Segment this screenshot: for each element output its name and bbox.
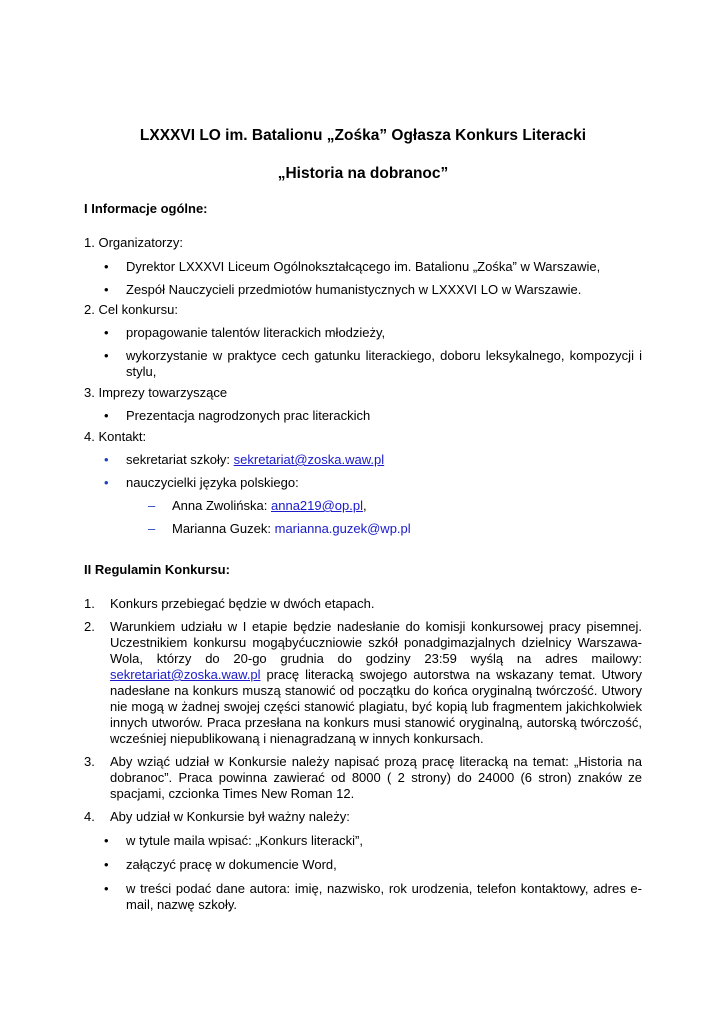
teacher-name: Marianna Guzek:: [172, 521, 275, 536]
events-list: [84, 408, 642, 424]
rule-item: [84, 754, 642, 802]
teacher2-email: marianna.guzek@wp.pl: [274, 521, 411, 536]
contact-label: 4. Kontakt:: [84, 429, 147, 444]
teacher1-suffix: ,: [363, 498, 367, 513]
organizers-list: [84, 259, 642, 298]
rule-number: 2.: [84, 619, 95, 634]
rule-text: Warunkiem udziału w I etapie będzie nadesłanie do komisji konkursowej pracy pisemnej. Uczestnikiem konkursu mogąbyćuczniowie szkół ponadgimazjalnych dzielnicy Warszawa-Wola, którzy do 20-go grudnia do godziny 23:59 wyślą na adres mailowy:: [110, 619, 642, 666]
rule-item: [84, 809, 642, 825]
list-item: • Dyrektor LXXXVI Liceum Ogólnokształcącego im. Batalionu „Zośka” w Warszawie,: [84, 259, 642, 275]
requirements-list: [84, 833, 642, 913]
list-item: • propagowanie talentów literackich młodzieży,: [84, 325, 642, 341]
list-item: • Zespół Nauczycieli przedmiotów humanistycznych w LXXXVI LO w Warszawie.: [84, 282, 642, 298]
rule-number: 3.: [84, 754, 95, 769]
goal-list: [84, 325, 642, 380]
section-heading-general: I Informacje ogólne:: [84, 201, 208, 216]
rule-number: 1.: [84, 596, 95, 611]
document-title: LXXXVI LO im. Batalionu „Zośka” Ogłasza Konkurs Literacki: [139, 127, 587, 144]
list-item: • załączyć pracę w dokumencie Word,: [84, 857, 642, 873]
document-page: [84, 122, 642, 913]
goal-label: 2. Cel konkursu:: [84, 302, 178, 317]
teacher-item: [84, 498, 642, 514]
contact-teachers: • nauczycielki języka polskiego:: [84, 475, 642, 491]
rule-text: Aby udział w Konkursie był ważny należy:: [110, 809, 350, 824]
list-item: • wykorzystanie w praktyce cech gatunku literackiego, doboru leksykalnego, kompozycji i stylu,: [84, 348, 642, 380]
submission-email-link[interactable]: sekretariat@zoska.waw.pl: [110, 667, 261, 682]
rule-item: [84, 619, 642, 747]
section-heading-rules: II Regulamin Konkursu:: [84, 562, 230, 577]
rule-text-cont: pracę literacką swojego autorstwa na wskazany temat. Utwory nadesłane na konkurs muszą stanowić od początku do końca oryginalną twórczość. Utwory nie mogą w żadnej swojej części stanowić plagiatu, być kopią lub fragmentem jakichkolwiek innych utworów. Praca przesłana na konkurs musi stanowić oryginalną, autorską twórczość, wcześniej niepublikowaną i nienagradzaną w innych konkursach.: [110, 667, 642, 746]
contact-list: [84, 452, 642, 491]
rule-item: [84, 596, 642, 612]
list-item: • w tytule maila wpisać: „Konkurs literacki”,: [84, 833, 642, 849]
organizers-label: 1. Organizatorzy:: [84, 235, 183, 250]
rule-text: Konkurs przebiegać będzie w dwóch etapach.: [110, 596, 375, 611]
teacher-item: [84, 521, 642, 537]
contact-office-label: sekretariat szkoły:: [126, 452, 234, 467]
document-subtitle: „Historia na dobranoc”: [277, 165, 449, 182]
list-item: • Prezentacja nagrodzonych prac literackich: [84, 408, 642, 424]
office-email-link[interactable]: sekretariat@zoska.waw.pl: [233, 452, 385, 467]
teacher-name: Anna Zwolińska:: [172, 498, 271, 513]
rule-text: Aby wziąć udział w Konkursie należy napisać prozą pracę literacką na temat: „Historia na dobranoc”. Praca powinna zawierać od 8000 ( 2 strony) do 24000 (6 stron) znaków ze spacjami, czcionka Times New Roman 12.: [110, 754, 642, 801]
contact-office: [84, 452, 642, 468]
teacher1-email-link[interactable]: anna219@op.pl: [271, 498, 363, 513]
rules-list: [84, 596, 642, 825]
rule-number: 4.: [84, 809, 95, 824]
teachers-list: [84, 498, 642, 537]
list-item: • w treści podać dane autora: imię, nazwisko, rok urodzenia, telefon kontaktowy, adres e-mail, nazwę szkoły.: [84, 881, 642, 913]
events-label: 3. Imprezy towarzyszące: [84, 385, 228, 400]
